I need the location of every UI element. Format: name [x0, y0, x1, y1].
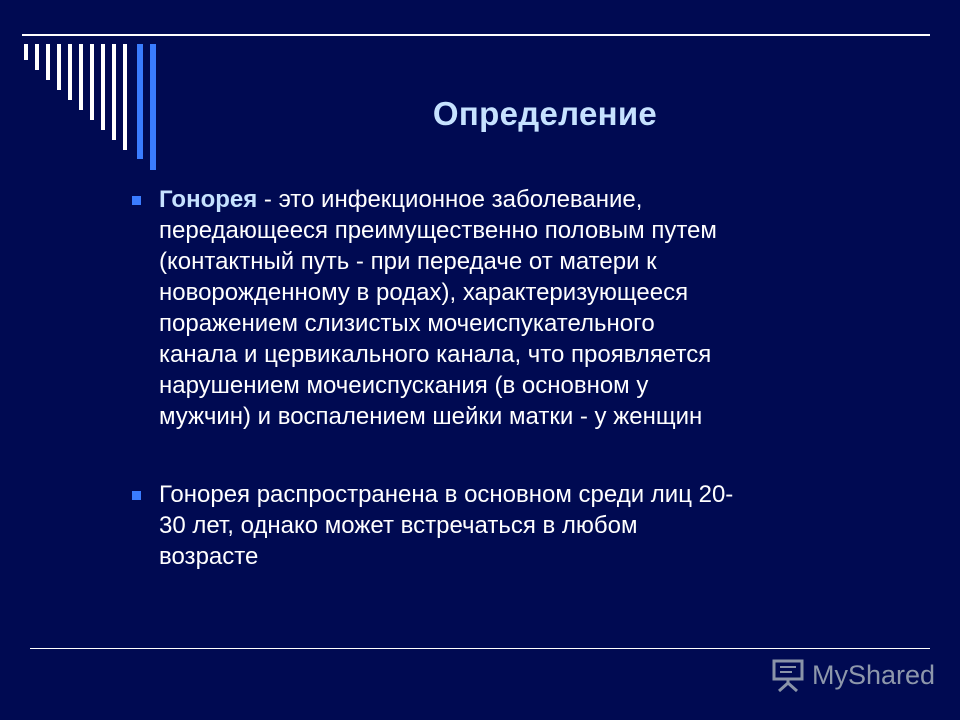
stripe [79, 44, 83, 110]
stripe [46, 44, 50, 80]
stripe [150, 44, 156, 170]
bullet-list [130, 184, 930, 572]
presentation-board-icon [770, 657, 806, 693]
stripe [123, 44, 127, 150]
stripe [68, 44, 72, 100]
paragraph-line: мужчин) и воспалением шейки матки - у женщин [159, 403, 703, 430]
paragraph-line: Гонорея распространена в основном среди лиц 20- [159, 481, 734, 508]
bullet-item-prevalence [130, 479, 930, 572]
top-rule [22, 34, 930, 36]
watermark-logo [770, 657, 935, 693]
paragraph-line: возрасте [159, 543, 259, 570]
paragraph-line: канала и цервикального канала, что проявляется [159, 341, 712, 368]
paragraph-line [159, 184, 930, 215]
stripe [90, 44, 94, 120]
bottom-rule [30, 648, 930, 649]
paragraph-line: нарушением мочеиспускания (в основном у [159, 372, 649, 399]
paragraph-line: 30 лет, однако может встречаться в любом [159, 512, 638, 539]
term-gonorrhea: Гонорея [159, 186, 258, 213]
square-bullet-icon [132, 196, 141, 205]
stripe [137, 44, 143, 159]
definition-text: - это инфекционное заболевание, [257, 186, 643, 213]
paragraph-line: передающееся преимущественно половым путем [159, 217, 717, 244]
stripe [101, 44, 105, 130]
watermark-text: MyShared [812, 659, 936, 690]
square-bullet-icon [132, 491, 141, 500]
paragraph-line: новорожденному в родах), характеризующееся [159, 279, 689, 306]
stripe [35, 44, 39, 70]
paragraph-line: (контактный путь - при передаче от матери к [159, 248, 657, 275]
slide-title: Определение [432, 95, 658, 132]
stripe [24, 44, 28, 60]
stripe [57, 44, 61, 90]
stripe [112, 44, 116, 140]
bullet-item-definition [130, 184, 930, 432]
paragraph-line: поражением слизистых мочеиспукательного [159, 310, 655, 337]
